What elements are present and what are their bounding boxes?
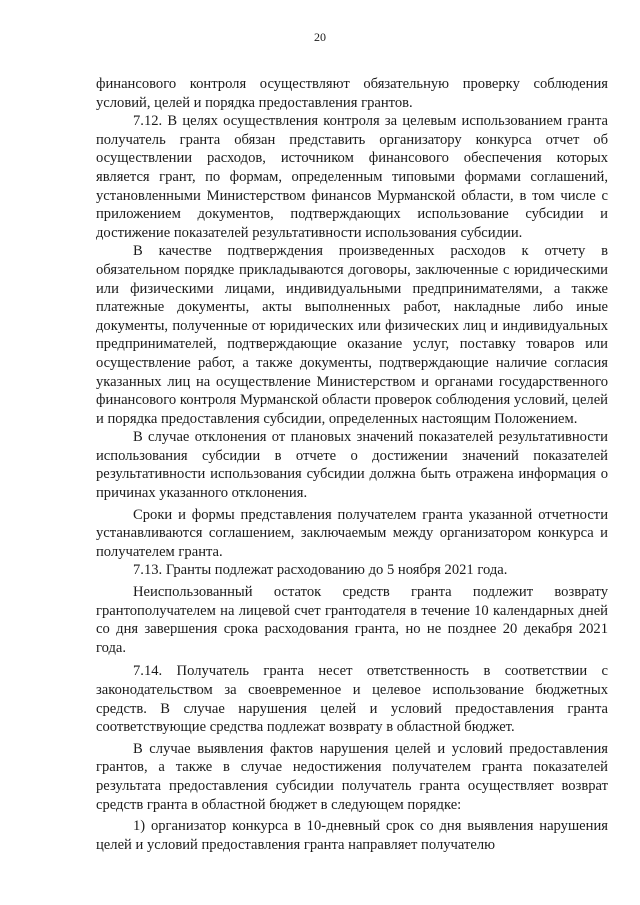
paragraph-7-14: 7.14. Получатель гранта несет ответственность в соответствии с законодательством за своевременное и целевое использование бюджетных средств. В случае нарушения целей и условий предоставления гранта соответствующие средства подлежат возврату в областной бюджет. [96,663,608,736]
paragraph-7-13: 7.13. Гранты подлежат расходованию до 5 ноября 2021 года. [133,562,508,579]
paragraph-deviation: В случае отклонения от плановых значений показателей результативности использования субсидии в отчете о достижении значений показателей результативности использования субсидии должна быть отражена информация о причинах указанного отклонения. [96,429,608,502]
paragraph-expense-confirmation: В качестве подтверждения произведенных расходов к отчету в обязательном порядке прикладываются договоры, заключенные с юридическими или физическими лицами, индивидуальными предпринимателями, а также платежные документы, акты выполненных работ, накладные либо иные документы, полученные от юридических или физических лиц и индивидуальных предпринимателей, подтверждающие оказание услуг, поставку товаров или осуществление работ, а также документы, подтверждающие наличие согласия указанных лиц на осуществление Министерством и органами государственного финансового контроля Мурманской области проверок соблюдения условий, целей и порядка предоставления субсидии, определенных настоящим Положением. [96,243,608,427]
paragraph-reporting-terms: Сроки и формы представления получателем гранта указанной отчетности устанавливаются соглашением, заключаемым между организатором конкурса и получателем гранта. [96,506,608,560]
paragraph-list-item-1: 1) организатор конкурса в 10-дневный срок со дня выявления нарушения целей и условий предоставления гранта направляет получателю [96,818,608,853]
document-body [96,75,608,854]
paragraph-unused-balance: Неиспользованный остаток средств гранта подлежит возврату грантополучателем на лицевой счет грантодателя в течение 10 календарных дней со дня завершения срока расходования гранта, но не позднее 20 декабря 2021 года. [96,584,608,656]
paragraph-continuation: финансового контроля осуществляют обязательную проверку соблюдения условий, целей и порядка предоставления грантов. [96,76,608,111]
page-number: 20 [314,30,326,44]
paragraph-violation-cases: В случае выявления фактов нарушения целей и условий предоставления грантов, а также в случае недостижения получателем гранта показателей результата предоставления субсидии получатель гранта осуществляет возврат средств гранта в областной бюджет в следующем порядке: [96,740,608,813]
paragraph-7-12: 7.12. В целях осуществления контроля за целевым использованием гранта получатель гранта обязан представить организатору конкурса отчет об осуществлении расходов, источником финансового обеспечения которых является грант, по формам, определенным типовыми формами соглашений, установленными Министерством финансов Мурманской области, в том числе с приложением документов, подтверждающих использование субсидии и достижение показателей результативности использования субсидии. [96,113,608,241]
